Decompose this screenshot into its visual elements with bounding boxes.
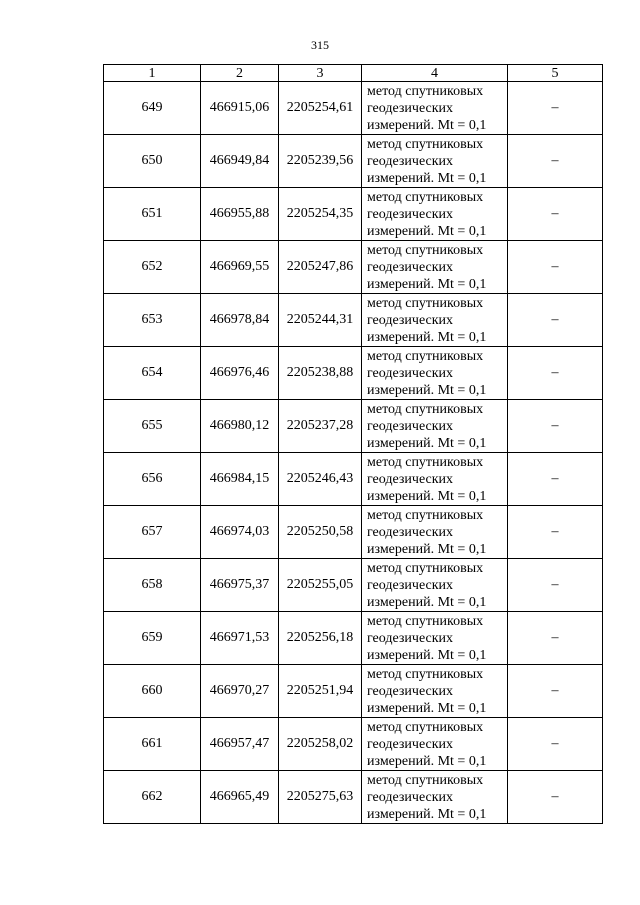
note-cell <box>508 559 603 612</box>
y-coordinate-cell-text: 2205251,94 <box>286 683 354 698</box>
x-coordinate-cell <box>201 506 279 559</box>
note-cell <box>508 453 603 506</box>
note-cell <box>508 771 603 824</box>
table-body <box>104 82 603 824</box>
y-coordinate-cell-text: 2205256,18 <box>286 630 354 645</box>
y-coordinate-cell-text: 2205255,05 <box>286 577 354 592</box>
note-cell <box>508 241 603 294</box>
point-number-cell-text: 656 <box>141 471 163 486</box>
x-coordinate-cell-text: 466969,55 <box>209 259 270 274</box>
header-col-5: 5 <box>508 65 603 82</box>
y-coordinate-cell <box>279 612 362 665</box>
method-cell-text: метод спутниковых геодезических измерений. Mt = 0,1 <box>367 83 487 133</box>
point-number-cell <box>104 559 201 612</box>
note-cell-text: – <box>551 259 559 274</box>
method-cell-text: метод спутниковых геодезических измерений. Mt = 0,1 <box>367 454 487 504</box>
x-coordinate-cell <box>201 665 279 718</box>
method-cell-text: метод спутниковых геодезических измерений. Mt = 0,1 <box>367 295 487 345</box>
point-number-cell-text: 661 <box>141 736 163 751</box>
y-coordinate-cell <box>279 188 362 241</box>
header-col-4: 4 <box>362 65 508 82</box>
x-coordinate-cell-text: 466975,37 <box>209 577 270 592</box>
point-number-cell <box>104 294 201 347</box>
coordinates-table <box>103 64 603 824</box>
header-row <box>104 65 603 82</box>
method-cell-text: метод спутниковых геодезических измерений. Mt = 0,1 <box>367 666 487 716</box>
point-number-cell <box>104 612 201 665</box>
point-number-cell-text: 653 <box>141 312 163 327</box>
y-coordinate-cell-text: 2205247,86 <box>286 259 354 274</box>
method-cell <box>362 559 508 612</box>
point-number-cell <box>104 347 201 400</box>
y-coordinate-cell <box>279 82 362 135</box>
table-row <box>104 347 603 400</box>
x-coordinate-cell-text: 466974,03 <box>209 524 270 539</box>
table-row <box>104 135 603 188</box>
y-coordinate-cell <box>279 347 362 400</box>
point-number-cell <box>104 453 201 506</box>
method-cell-text: метод спутниковых геодезических измерений. Mt = 0,1 <box>367 348 487 398</box>
x-coordinate-cell-text: 466955,88 <box>209 206 270 221</box>
table-row <box>104 400 603 453</box>
y-coordinate-cell <box>279 135 362 188</box>
y-coordinate-cell-text: 2205254,61 <box>286 100 354 115</box>
x-coordinate-cell <box>201 718 279 771</box>
point-number-cell <box>104 400 201 453</box>
x-coordinate-cell <box>201 82 279 135</box>
x-coordinate-cell <box>201 400 279 453</box>
point-number-cell-text: 651 <box>141 206 163 221</box>
table-row <box>104 665 603 718</box>
note-cell-text: – <box>551 524 559 539</box>
method-cell <box>362 506 508 559</box>
note-cell-text: – <box>551 789 559 804</box>
point-number-cell <box>104 718 201 771</box>
point-number-cell-text: 655 <box>141 418 163 433</box>
method-cell <box>362 453 508 506</box>
table-header <box>104 65 603 82</box>
method-cell-text: метод спутниковых геодезических измерений. Mt = 0,1 <box>367 507 487 557</box>
note-cell-text: – <box>551 736 559 751</box>
note-cell-text: – <box>551 683 559 698</box>
method-cell <box>362 82 508 135</box>
point-number-cell <box>104 665 201 718</box>
table-row <box>104 294 603 347</box>
y-coordinate-cell-text: 2205275,63 <box>286 789 354 804</box>
method-cell <box>362 665 508 718</box>
table-row <box>104 718 603 771</box>
y-coordinate-cell-text: 2205258,02 <box>286 736 354 751</box>
point-number-cell <box>104 506 201 559</box>
method-cell <box>362 135 508 188</box>
x-coordinate-cell <box>201 612 279 665</box>
point-number-cell-text: 652 <box>141 259 163 274</box>
y-coordinate-cell-text: 2205254,35 <box>286 206 354 221</box>
y-coordinate-cell <box>279 506 362 559</box>
header-col-2: 2 <box>201 65 279 82</box>
y-coordinate-cell-text: 2205250,58 <box>286 524 354 539</box>
note-cell-text: – <box>551 312 559 327</box>
method-cell-text: метод спутниковых геодезических измерений. Mt = 0,1 <box>367 136 487 186</box>
point-number-cell-text: 658 <box>141 577 163 592</box>
y-coordinate-cell-text: 2205244,31 <box>286 312 354 327</box>
x-coordinate-cell-text: 466949,84 <box>209 153 270 168</box>
note-cell <box>508 347 603 400</box>
table-row <box>104 188 603 241</box>
note-cell <box>508 188 603 241</box>
point-number-cell <box>104 241 201 294</box>
note-cell-text: – <box>551 418 559 433</box>
method-cell <box>362 400 508 453</box>
y-coordinate-cell-text: 2205246,43 <box>286 471 354 486</box>
y-coordinate-cell-text: 2205237,28 <box>286 418 354 433</box>
y-coordinate-cell <box>279 400 362 453</box>
x-coordinate-cell-text: 466976,46 <box>209 365 270 380</box>
y-coordinate-cell <box>279 665 362 718</box>
method-cell <box>362 612 508 665</box>
point-number-cell-text: 662 <box>141 789 163 804</box>
note-cell-text: – <box>551 100 559 115</box>
method-cell <box>362 241 508 294</box>
point-number-cell-text: 650 <box>141 153 163 168</box>
method-cell-text: метод спутниковых геодезических измерений. Mt = 0,1 <box>367 242 487 292</box>
header-col-1: 1 <box>104 65 201 82</box>
x-coordinate-cell-text: 466978,84 <box>209 312 270 327</box>
note-cell <box>508 400 603 453</box>
note-cell-text: – <box>551 206 559 221</box>
note-cell <box>508 294 603 347</box>
y-coordinate-cell <box>279 559 362 612</box>
y-coordinate-cell <box>279 771 362 824</box>
note-cell <box>508 612 603 665</box>
page-number: 315 <box>311 38 329 52</box>
table-row <box>104 453 603 506</box>
point-number-cell-text: 660 <box>141 683 163 698</box>
method-cell-text: метод спутниковых геодезических измерений. Mt = 0,1 <box>367 401 487 451</box>
x-coordinate-cell <box>201 453 279 506</box>
method-cell <box>362 347 508 400</box>
y-coordinate-cell-text: 2205238,88 <box>286 365 354 380</box>
x-coordinate-cell-text: 466915,06 <box>209 100 270 115</box>
note-cell-text: – <box>551 153 559 168</box>
table-row <box>104 612 603 665</box>
x-coordinate-cell <box>201 347 279 400</box>
y-coordinate-cell <box>279 294 362 347</box>
x-coordinate-cell-text: 466971,53 <box>209 630 270 645</box>
x-coordinate-cell <box>201 559 279 612</box>
x-coordinate-cell-text: 466984,15 <box>209 471 270 486</box>
note-cell-text: – <box>551 365 559 380</box>
y-coordinate-cell <box>279 241 362 294</box>
note-cell <box>508 718 603 771</box>
method-cell <box>362 771 508 824</box>
point-number-cell-text: 659 <box>141 630 163 645</box>
point-number-cell <box>104 135 201 188</box>
table-row <box>104 82 603 135</box>
table-row <box>104 559 603 612</box>
method-cell <box>362 718 508 771</box>
header-col-3: 3 <box>279 65 362 82</box>
x-coordinate-cell-text: 466957,47 <box>209 736 270 751</box>
note-cell <box>508 135 603 188</box>
point-number-cell-text: 649 <box>141 100 163 115</box>
y-coordinate-cell <box>279 453 362 506</box>
x-coordinate-cell <box>201 135 279 188</box>
note-cell-text: – <box>551 577 559 592</box>
table-row <box>104 506 603 559</box>
x-coordinate-cell-text: 466980,12 <box>209 418 270 433</box>
method-cell-text: метод спутниковых геодезических измерений. Mt = 0,1 <box>367 719 487 769</box>
x-coordinate-cell <box>201 241 279 294</box>
x-coordinate-cell <box>201 188 279 241</box>
point-number-cell-text: 654 <box>141 365 163 380</box>
table-row <box>104 241 603 294</box>
method-cell <box>362 294 508 347</box>
point-number-cell-text: 657 <box>141 524 163 539</box>
table-row <box>104 771 603 824</box>
y-coordinate-cell <box>279 718 362 771</box>
method-cell <box>362 188 508 241</box>
method-cell-text: метод спутниковых геодезических измерений. Mt = 0,1 <box>367 613 487 663</box>
note-cell <box>508 82 603 135</box>
point-number-cell <box>104 771 201 824</box>
x-coordinate-cell-text: 466970,27 <box>209 683 270 698</box>
method-cell-text: метод спутниковых геодезических измерений. Mt = 0,1 <box>367 560 487 610</box>
point-number-cell <box>104 188 201 241</box>
y-coordinate-cell-text: 2205239,56 <box>286 153 354 168</box>
x-coordinate-cell <box>201 294 279 347</box>
note-cell <box>508 665 603 718</box>
point-number-cell <box>104 82 201 135</box>
note-cell <box>508 506 603 559</box>
note-cell-text: – <box>551 471 559 486</box>
method-cell-text: метод спутниковых геодезических измерений. Mt = 0,1 <box>367 189 487 239</box>
x-coordinate-cell <box>201 771 279 824</box>
x-coordinate-cell-text: 466965,49 <box>209 789 270 804</box>
method-cell-text: метод спутниковых геодезических измерений. Mt = 0,1 <box>367 772 487 822</box>
note-cell-text: – <box>551 630 559 645</box>
